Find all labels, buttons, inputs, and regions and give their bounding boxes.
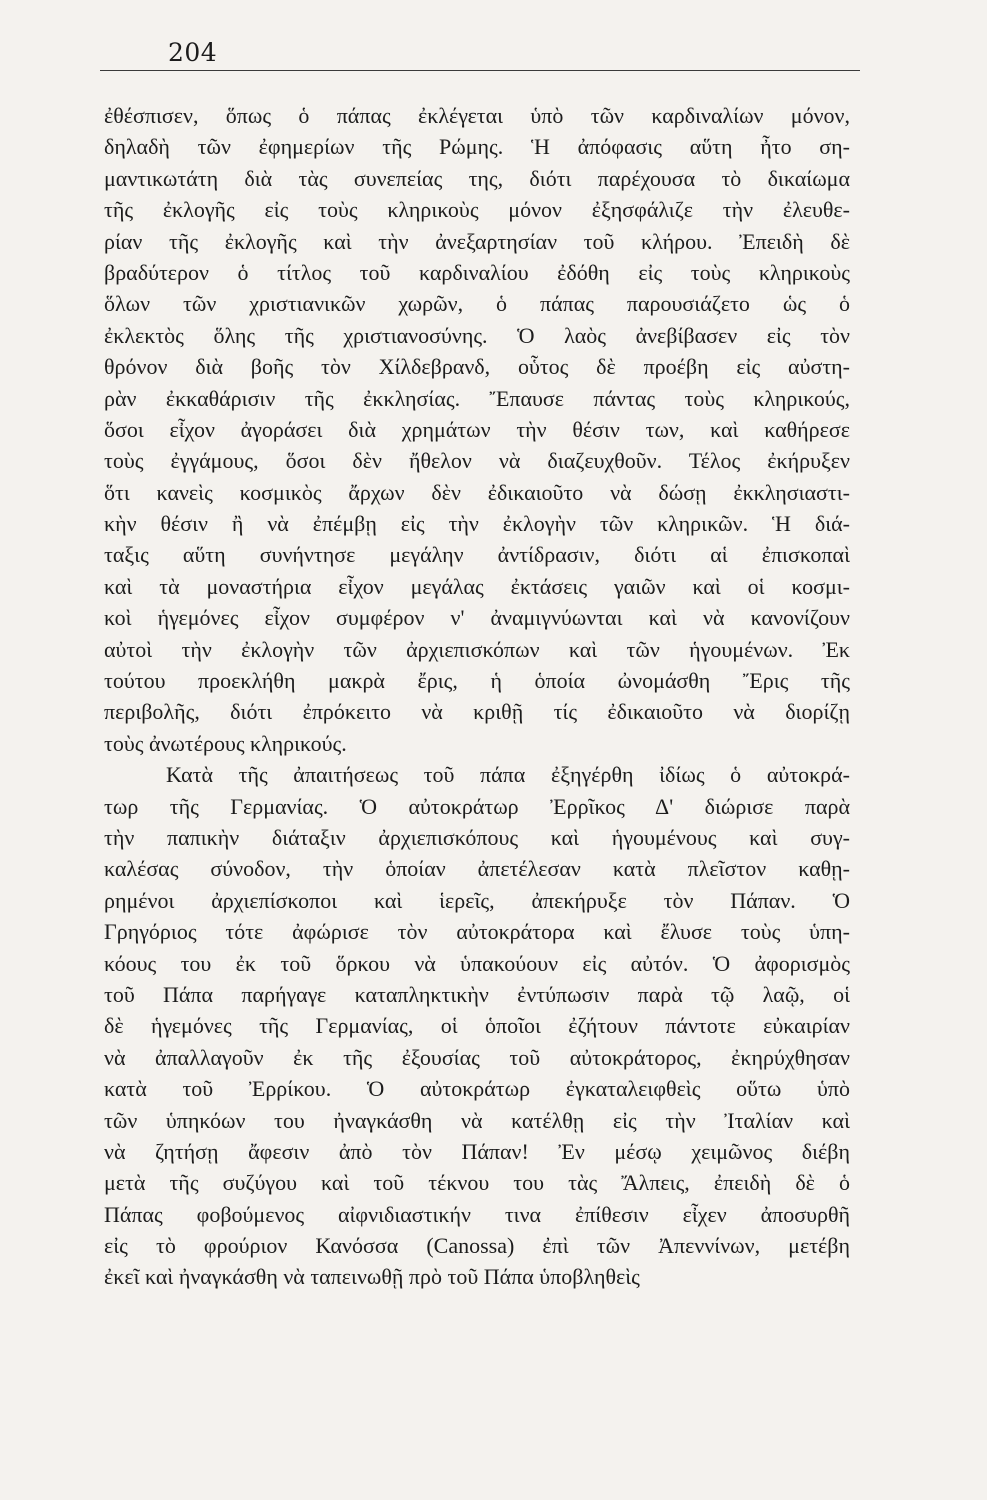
text-line: κὴν θέσιν ἢ νὰ ἐπέμβῃ εἰς τὴν ἐκλογὴν τῶν κληρικῶν. Ἡ διά- xyxy=(104,511,850,537)
text-line: τούτου προεκλήθη μακρὰ ἔρις, ἡ ὁποία ὠνομάσθη Ἔρις τῆς xyxy=(104,668,850,694)
text-line: τὴν παπικὴν διάταξιν ἀρχιεπισκόπους καὶ ἡγουμένους καὶ συγ- xyxy=(104,824,850,850)
text-line: θρόνον διὰ βοῆς τὸν Χίλδεβρανδ, οὗτος δὲ προέβη εἰς αὐστη- xyxy=(104,354,850,380)
text-line: ρημένοι ἀρχιεπίσκοποι καὶ ἱερεῖς, ἀπεκήρυξε τὸν Πάπαν. Ὁ xyxy=(104,887,850,913)
text-line: εἰς τὸ φρούριον Κανόσσα (Canossa) ἐπὶ τῶν Ἀπεννίνων, μετέβη xyxy=(104,1233,850,1259)
text-line: Γρηγόριος τότε ἀφώρισε τὸν αὐτοκράτορα καὶ ἔλυσε τοὺς ὑπη- xyxy=(104,919,850,945)
text-line: ρὰν ἐκκαθάρισιν τῆς ἐκκλησίας. Ἔπαυσε πάντας τοὺς κληρικούς, xyxy=(104,385,850,411)
text-line: τοὺς ἀνωτέρους κληρικούς. xyxy=(104,730,347,756)
text-line: τῆς ἐκλογῆς εἰς τοὺς κληρικοὺς μόνον ἐξησφάλιζε τὴν ἐλευθε- xyxy=(104,197,850,223)
text-line: αὐτοὶ τὴν ἐκλογὴν τῶν ἀρχιεπισκόπων καὶ τῶν ἡγουμένων. Ἐκ xyxy=(104,636,850,662)
text-line: ρίαν τῆς ἐκλογῆς καὶ τὴν ἀνεξαρτησίαν τοῦ κλήρου. Ἐπειδὴ δὲ xyxy=(104,228,850,254)
text-line: τοῦ Πάπα παρήγαγε καταπληκτικὴν ἐντύπωσιν παρὰ τῷ λαῷ, οἱ xyxy=(104,981,850,1007)
text-line: περιβολῆς, διότι ἐπρόκειτο νὰ κριθῇ τίς ἐδικαιοῦτο νὰ διορίζῃ xyxy=(104,699,850,725)
text-line: δηλαδὴ τῶν ἐφημερίων τῆς Ρώμης. Ἡ ἀπόφασις αὕτη ἦτο ση- xyxy=(104,134,850,160)
text-line: κοὶ ἡγεμόνες εἶχον συμφέρον ν' ἀναμιγνύωνται καὶ νὰ κανονίζουν xyxy=(104,605,850,631)
text-line: ἐκλεκτὸς ὅλης τῆς χριστιανοσύνης. Ὁ λαὸς ἀνεβίβασεν εἰς τὸν xyxy=(104,322,850,348)
text-line: Πάπας φοβούμενος αἰφνιδιαστικήν τινα ἐπίθεσιν εἶχεν ἀποσυρθῆ xyxy=(104,1201,850,1227)
text-line: δὲ ἡγεμόνες τῆς Γερμανίας, οἱ ὁποῖοι ἐζήτουν πάντοτε εὐκαιρίαν xyxy=(104,1013,850,1039)
text-line: νὰ ἀπαλλαγοῦν ἐκ τῆς ἐξουσίας τοῦ αὐτοκράτορος, ἐκηρύχθησαν xyxy=(104,1044,850,1070)
text-line: ὅσοι εἶχον ἀγοράσει διὰ χρημάτων τὴν θέσιν των, καὶ καθήρεσε xyxy=(104,416,850,442)
text-line: μετὰ τῆς συζύγου καὶ τοῦ τέκνου του τὰς Ἄλπεις, ἐπειδὴ δὲ ὁ xyxy=(104,1170,850,1196)
text-line: τωρ τῆς Γερμανίας. Ὁ αὐτοκράτωρ Ἐρρῖκος Δ' διώρισε παρὰ xyxy=(104,793,850,819)
text-line: καλέσας σύνοδον, τὴν ὁποίαν ἀπετέλεσαν κατὰ πλεῖστον καθῃ- xyxy=(104,856,850,882)
text-line: ὅλων τῶν χριστιανικῶν χωρῶν, ὁ πάπας παρουσιάζετο ὡς ὁ xyxy=(104,291,850,317)
text-line: κόους του ἐκ τοῦ ὅρκου νὰ ὑπακούουν εἰς αὐτόν. Ὁ ἀφορισμὸς xyxy=(104,950,850,976)
text-line: ταξις αὕτη συνήντησε μεγάλην ἀντίδρασιν, διότι αἱ ἐπισκοπαὶ xyxy=(104,542,850,568)
text-line: ὅτι κανεὶς κοσμικὸς ἄρχων δὲν ἐδικαιοῦτο νὰ δώσῃ ἐκκλησιαστι- xyxy=(104,479,850,505)
text-line: καὶ τὰ μοναστήρια εἶχον μεγάλας ἐκτάσεις γαιῶν καὶ οἱ κοσμι- xyxy=(104,573,850,599)
header-rule xyxy=(100,70,860,71)
text-line: ἐκεῖ καὶ ἠναγκάσθη νὰ ταπεινωθῇ πρὸ τοῦ Πάπα ὑποβληθεὶς xyxy=(104,1264,640,1290)
text-line: ἐθέσπισεν, ὅπως ὁ πάπας ἐκλέγεται ὑπὸ τῶν καρδιναλίων μόνον, xyxy=(104,103,850,128)
text-line: Κατὰ τῆς ἀπαιτήσεως τοῦ πάπα ἐξηγέρθη ἰδίως ὁ αὐτοκρά- xyxy=(166,762,850,788)
text-line: βραδύτερον ὁ τίτλος τοῦ καρδιναλίου ἐδόθη εἰς τοὺς κληρικοὺς xyxy=(104,259,850,285)
text-line: νὰ ζητήσῃ ἄφεσιν ἀπὸ τὸν Πάπαν! Ἐν μέσῳ χειμῶνος διέβη xyxy=(104,1138,850,1164)
body-text xyxy=(104,100,850,1293)
text-line: μαντικωτάτη διὰ τὰς συνεπείας της, διότι παρέχουσα τὸ δικαίωμα xyxy=(104,165,850,191)
text-line: τῶν ὑπηκόων του ἠναγκάσθη νὰ κατέλθῃ εἰς τὴν Ἰταλίαν καὶ xyxy=(104,1107,850,1133)
page-number: 204 xyxy=(168,38,218,67)
text-line: κατὰ τοῦ Ἐρρίκου. Ὁ αὐτοκράτωρ ἐγκαταλειφθεὶς οὕτω ὑπὸ xyxy=(104,1076,850,1102)
text-line: τοὺς ἐγγάμους, ὅσοι δὲν ἤθελον νὰ διαζευχθοῦν. Τέλος ἐκήρυξεν xyxy=(104,448,850,474)
